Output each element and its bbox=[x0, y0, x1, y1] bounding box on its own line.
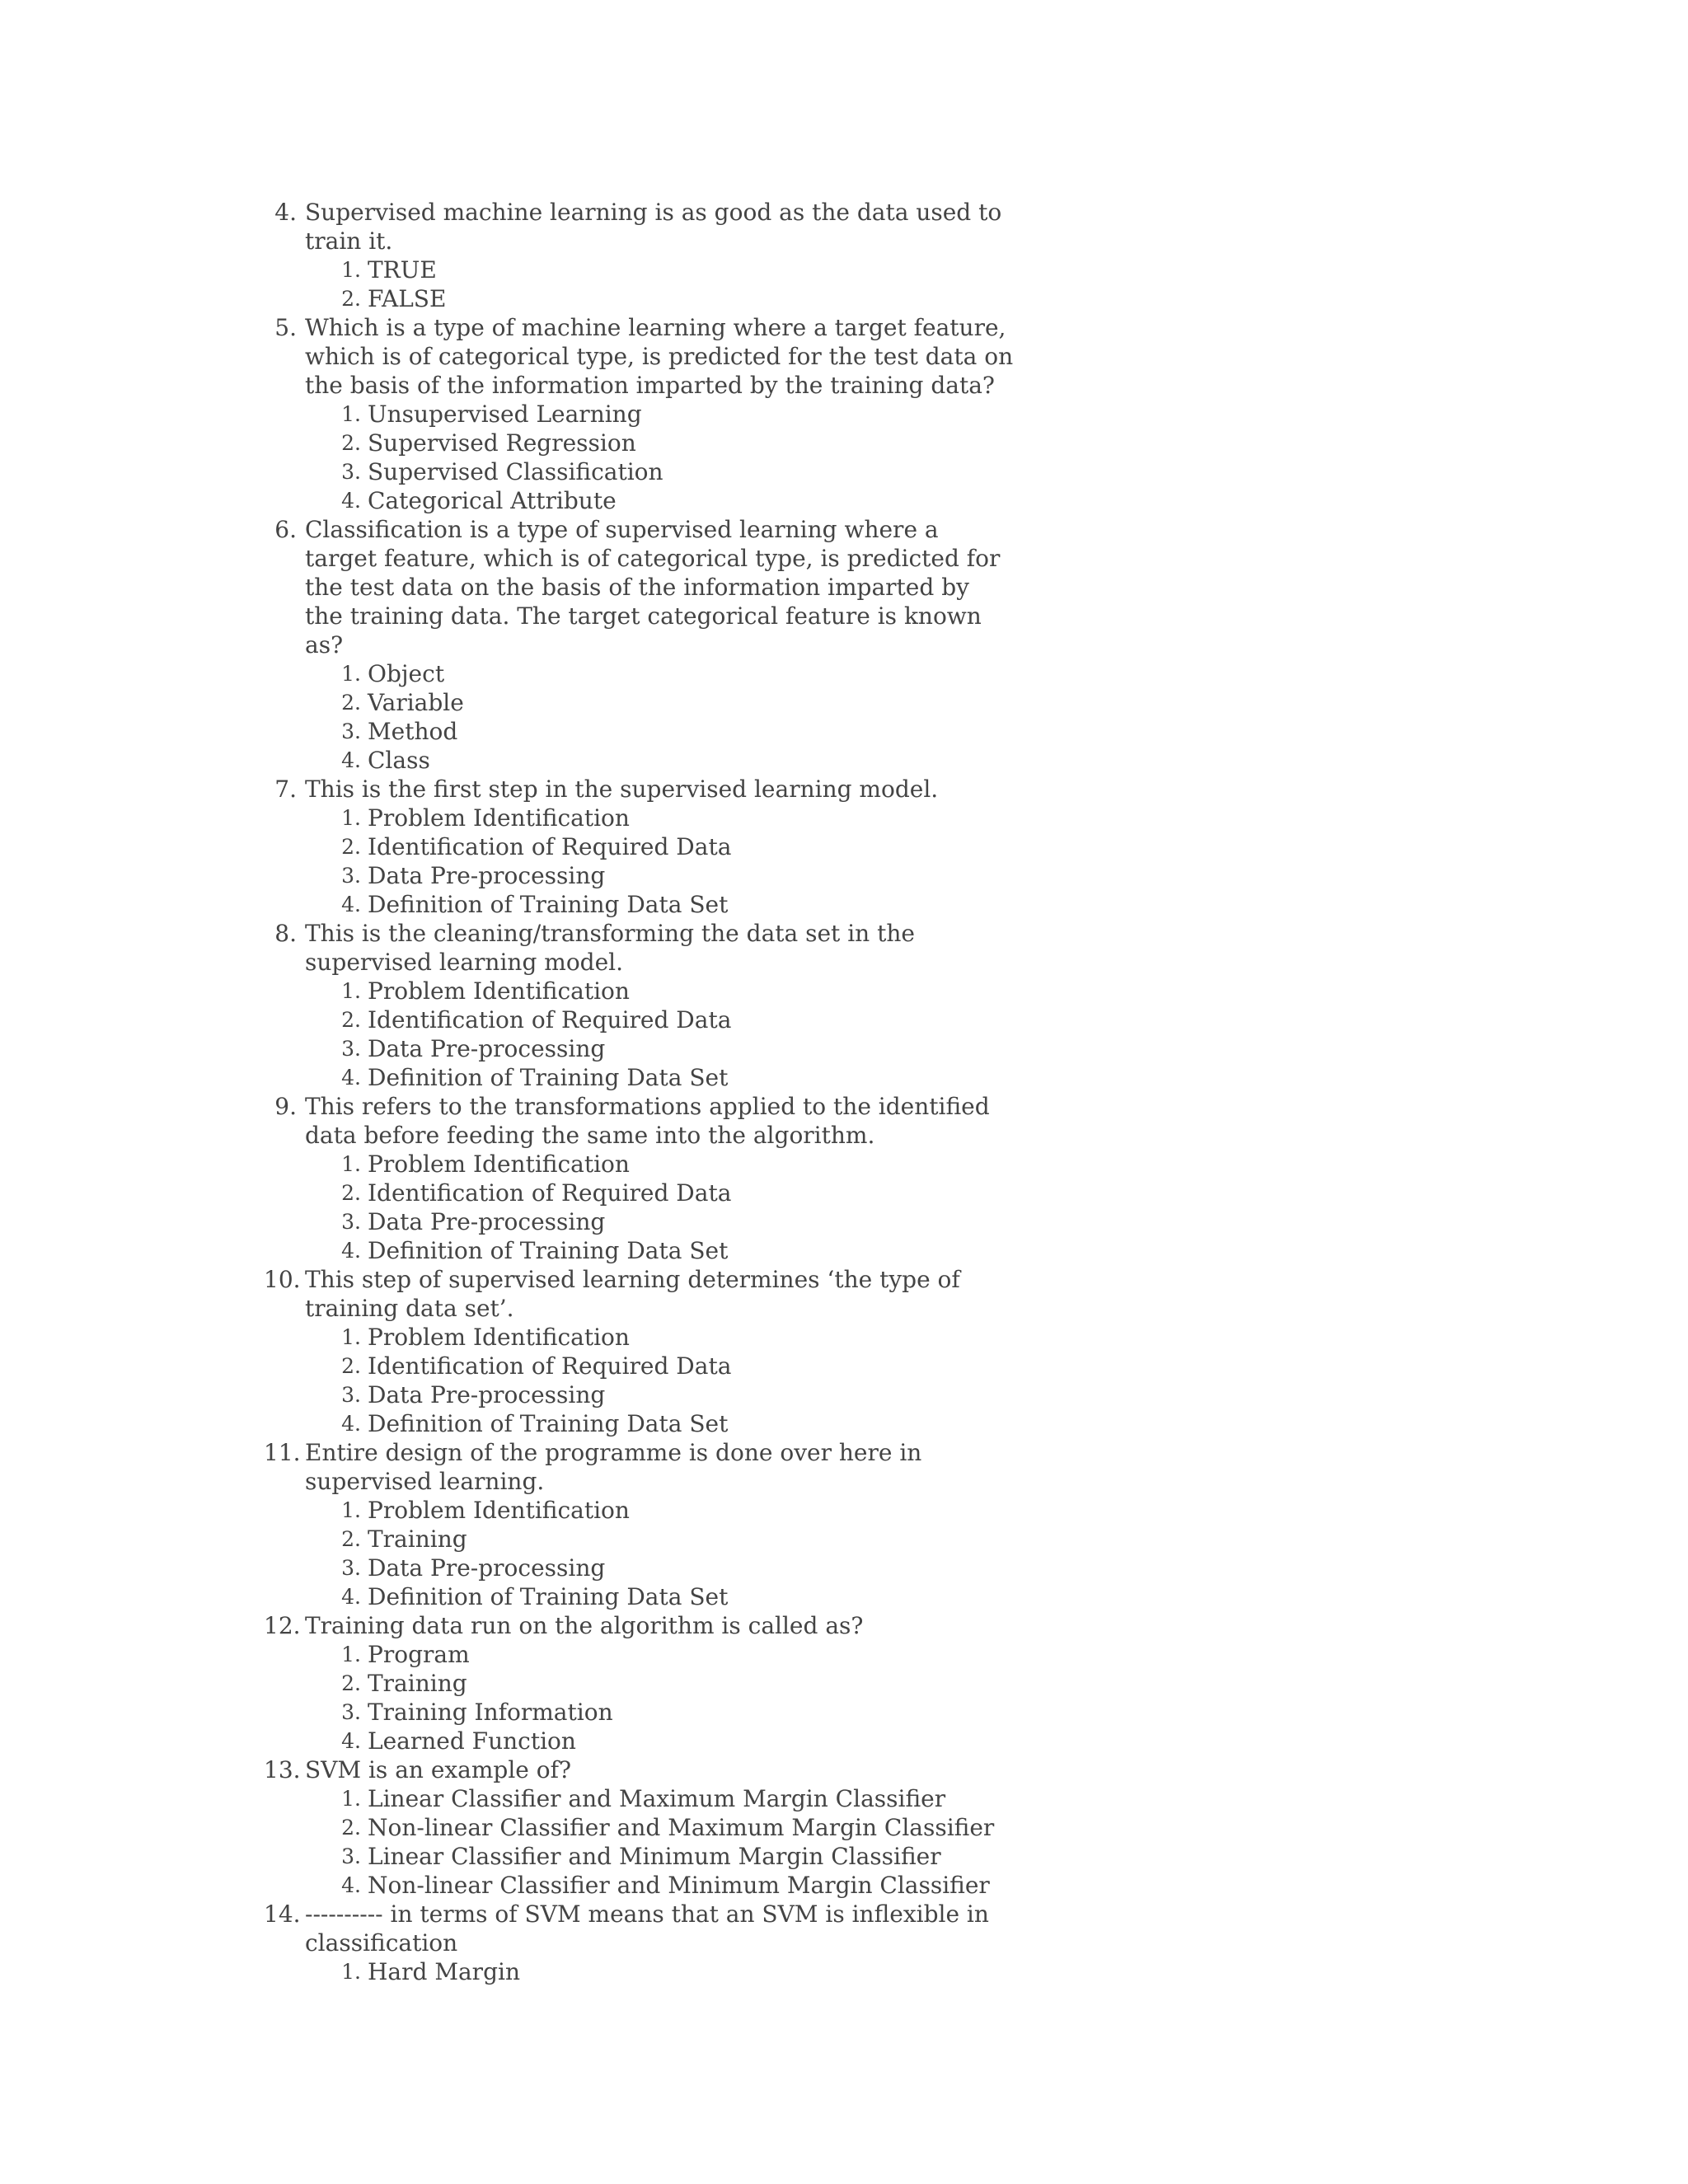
option-text: Data Pre-processing bbox=[368, 1554, 606, 1582]
answer-option bbox=[334, 977, 1014, 1005]
question-text: SVM is an example of? bbox=[305, 1756, 572, 1783]
question-item bbox=[274, 515, 1014, 775]
question-item bbox=[274, 919, 1014, 1092]
option-text: Data Pre-processing bbox=[368, 1381, 606, 1408]
answer-options bbox=[305, 1150, 1014, 1265]
option-text: Definition of Training Data Set bbox=[368, 1237, 729, 1264]
option-text: Definition of Training Data Set bbox=[368, 891, 729, 918]
question-text: Training data run on the algorithm is called as? bbox=[305, 1612, 864, 1639]
option-number: 2 . bbox=[334, 832, 368, 861]
option-text: FALSE bbox=[368, 285, 447, 312]
question-number: 12 . bbox=[264, 1611, 305, 1640]
answer-options bbox=[305, 1784, 1014, 1900]
answer-option bbox=[334, 1640, 1014, 1669]
answer-option bbox=[334, 1323, 1014, 1352]
question-item bbox=[264, 1900, 1014, 1986]
option-number: 3 . bbox=[334, 861, 368, 890]
answer-option bbox=[334, 688, 1014, 717]
question-number: 13 . bbox=[264, 1755, 305, 1784]
option-text: Categorical Attribute bbox=[368, 487, 617, 514]
question-item bbox=[274, 198, 1014, 313]
answer-options bbox=[305, 1957, 1014, 1986]
option-number: 1 . bbox=[334, 1957, 368, 1986]
question-text: Entire design of the programme is done over here in supervised learning. bbox=[305, 1439, 922, 1495]
option-text: Training bbox=[368, 1526, 467, 1553]
question-number: 14 . bbox=[264, 1900, 305, 1929]
option-text: Definition of Training Data Set bbox=[368, 1064, 729, 1091]
answer-option bbox=[334, 400, 1014, 429]
option-number: 2 . bbox=[334, 1352, 368, 1380]
answer-option bbox=[334, 429, 1014, 457]
option-text: TRUE bbox=[368, 256, 437, 284]
option-text: Identification of Required Data bbox=[368, 833, 732, 860]
option-number: 3 . bbox=[334, 1207, 368, 1236]
answer-option bbox=[334, 1957, 1014, 1986]
option-number: 2 . bbox=[334, 284, 368, 313]
option-number: 4 . bbox=[334, 890, 368, 919]
option-text: Learned Function bbox=[368, 1727, 576, 1755]
answer-options bbox=[305, 1496, 1014, 1611]
answer-options bbox=[305, 659, 1014, 775]
answer-options bbox=[305, 1323, 1014, 1438]
option-number: 4 . bbox=[334, 1727, 368, 1755]
option-text: Supervised Classification bbox=[368, 458, 663, 485]
answer-option bbox=[334, 457, 1014, 486]
answer-option bbox=[334, 255, 1014, 284]
question-text: This is the cleaning/transforming the data set in the supervised learning model. bbox=[305, 920, 915, 976]
option-text: Non-linear Classifier and Minimum Margin Classifier bbox=[368, 1872, 990, 1899]
question-item bbox=[264, 1755, 1014, 1900]
option-number: 3 . bbox=[334, 1842, 368, 1871]
question-text: Which is a type of machine learning where a target feature, which is of categorical type, is predicted for the test data on the basis of the information imparted by the training data? bbox=[305, 314, 1014, 399]
option-text: Data Pre-processing bbox=[368, 1035, 606, 1062]
option-number: 4 . bbox=[334, 1582, 368, 1611]
option-number: 1 . bbox=[334, 1150, 368, 1179]
answer-option bbox=[334, 890, 1014, 919]
option-text: Method bbox=[368, 718, 458, 745]
question-number: 5 . bbox=[264, 313, 305, 342]
answer-options bbox=[305, 977, 1014, 1092]
option-number: 2 . bbox=[334, 688, 368, 717]
answer-option bbox=[334, 832, 1014, 861]
question-number: 9 . bbox=[264, 1092, 305, 1121]
option-number: 2 . bbox=[334, 1525, 368, 1554]
option-text: Unsupervised Learning bbox=[368, 401, 642, 428]
answer-option bbox=[334, 486, 1014, 515]
option-text: Problem Identification bbox=[368, 977, 630, 1005]
question-text: Classification is a type of supervised learning where a target feature, which is of categorical type, is predicted for the test data on the basis of the information imparted by the training data. The target categorical feature is known as? bbox=[305, 516, 1001, 658]
question-text: ---------- in terms of SVM means that an SVM is inflexible in classification bbox=[305, 1900, 989, 1957]
option-number: 3 . bbox=[334, 1698, 368, 1727]
option-text: Definition of Training Data Set bbox=[368, 1583, 729, 1610]
option-number: 1 . bbox=[334, 1496, 368, 1525]
question-text: This step of supervised learning determines ‘the type of training data set’. bbox=[305, 1266, 960, 1322]
question-item bbox=[274, 775, 1014, 919]
option-text: Class bbox=[368, 747, 430, 774]
option-number: 2 . bbox=[334, 1669, 368, 1698]
answer-options bbox=[305, 255, 1014, 313]
answer-option bbox=[334, 1727, 1014, 1755]
question-number: 8 . bbox=[264, 919, 305, 948]
answer-options bbox=[305, 804, 1014, 919]
option-number: 2 . bbox=[334, 429, 368, 457]
answer-option bbox=[334, 804, 1014, 832]
answer-option bbox=[334, 1179, 1014, 1207]
question-text: This refers to the transformations applied to the identified data before feeding the same into the algorithm. bbox=[305, 1093, 990, 1149]
question-number: 10 . bbox=[264, 1265, 305, 1294]
option-text: Object bbox=[368, 660, 445, 687]
option-number: 1 . bbox=[334, 804, 368, 832]
option-text: Problem Identification bbox=[368, 1324, 630, 1351]
question-number: 4 . bbox=[264, 198, 305, 227]
option-text: Variable bbox=[368, 689, 464, 716]
question-list bbox=[264, 198, 1014, 1986]
answer-option bbox=[334, 1236, 1014, 1265]
answer-option bbox=[334, 1871, 1014, 1900]
answer-option bbox=[334, 746, 1014, 775]
answer-option bbox=[334, 1554, 1014, 1582]
question-number: 6 . bbox=[264, 515, 305, 544]
answer-option bbox=[334, 861, 1014, 890]
option-number: 3 . bbox=[334, 1034, 368, 1063]
question-text: This is the first step in the supervised learning model. bbox=[305, 776, 939, 803]
option-number: 3 . bbox=[334, 457, 368, 486]
answer-options bbox=[305, 400, 1014, 515]
option-number: 1 . bbox=[334, 1640, 368, 1669]
option-number: 3 . bbox=[334, 1554, 368, 1582]
option-text: Training Information bbox=[368, 1699, 613, 1726]
answer-option bbox=[334, 284, 1014, 313]
option-text: Non-linear Classifier and Maximum Margin Classifier bbox=[368, 1814, 995, 1841]
answer-option bbox=[334, 659, 1014, 688]
question-item bbox=[264, 1611, 1014, 1755]
option-number: 2 . bbox=[334, 1179, 368, 1207]
answer-options bbox=[305, 1640, 1014, 1755]
option-number: 4 . bbox=[334, 486, 368, 515]
answer-option bbox=[334, 1150, 1014, 1179]
question-number: 11 . bbox=[264, 1438, 305, 1467]
question-item bbox=[274, 313, 1014, 515]
option-number: 2 . bbox=[334, 1813, 368, 1842]
answer-option bbox=[334, 1582, 1014, 1611]
option-text: Problem Identification bbox=[368, 1151, 630, 1178]
option-text: Training bbox=[368, 1670, 467, 1697]
option-number: 1 . bbox=[334, 400, 368, 429]
answer-option bbox=[334, 1698, 1014, 1727]
option-text: Problem Identification bbox=[368, 804, 630, 832]
answer-option bbox=[334, 1034, 1014, 1063]
option-text: Supervised Regression bbox=[368, 429, 636, 457]
answer-option bbox=[334, 1207, 1014, 1236]
answer-option bbox=[334, 1669, 1014, 1698]
option-text: Definition of Training Data Set bbox=[368, 1410, 729, 1437]
option-text: Problem Identification bbox=[368, 1497, 630, 1524]
option-number: 1 . bbox=[334, 1784, 368, 1813]
answer-option bbox=[334, 1005, 1014, 1034]
option-text: Linear Classifier and Maximum Margin Classifier bbox=[368, 1785, 946, 1812]
answer-option bbox=[334, 1380, 1014, 1409]
answer-option bbox=[334, 717, 1014, 746]
answer-option bbox=[334, 1813, 1014, 1842]
option-text: Identification of Required Data bbox=[368, 1179, 732, 1207]
answer-option bbox=[334, 1842, 1014, 1871]
option-text: Data Pre-processing bbox=[368, 1208, 606, 1235]
answer-option bbox=[334, 1496, 1014, 1525]
option-number: 2 . bbox=[334, 1005, 368, 1034]
option-number: 4 . bbox=[334, 1236, 368, 1265]
option-number: 1 . bbox=[334, 255, 368, 284]
option-text: Linear Classifier and Minimum Margin Classifier bbox=[368, 1843, 941, 1870]
question-text: Supervised machine learning is as good as the data used to train it. bbox=[305, 199, 1002, 255]
option-number: 3 . bbox=[334, 717, 368, 746]
option-number: 1 . bbox=[334, 659, 368, 688]
option-number: 4 . bbox=[334, 1063, 368, 1092]
option-text: Program bbox=[368, 1641, 470, 1668]
option-number: 4 . bbox=[334, 1409, 368, 1438]
answer-option bbox=[334, 1784, 1014, 1813]
option-text: Identification of Required Data bbox=[368, 1006, 732, 1033]
question-item bbox=[264, 1265, 1014, 1438]
option-number: 4 . bbox=[334, 746, 368, 775]
answer-option bbox=[334, 1352, 1014, 1380]
option-text: Data Pre-processing bbox=[368, 862, 606, 889]
answer-option bbox=[334, 1525, 1014, 1554]
option-number: 1 . bbox=[334, 977, 368, 1005]
option-text: Identification of Required Data bbox=[368, 1352, 732, 1380]
question-number: 7 . bbox=[264, 775, 305, 804]
answer-option bbox=[334, 1063, 1014, 1092]
answer-option bbox=[334, 1409, 1014, 1438]
option-number: 3 . bbox=[334, 1380, 368, 1409]
option-number: 4 . bbox=[334, 1871, 368, 1900]
question-item bbox=[274, 1092, 1014, 1265]
option-text: Hard Margin bbox=[368, 1958, 520, 1985]
option-number: 1 . bbox=[334, 1323, 368, 1352]
question-item bbox=[264, 1438, 1014, 1611]
